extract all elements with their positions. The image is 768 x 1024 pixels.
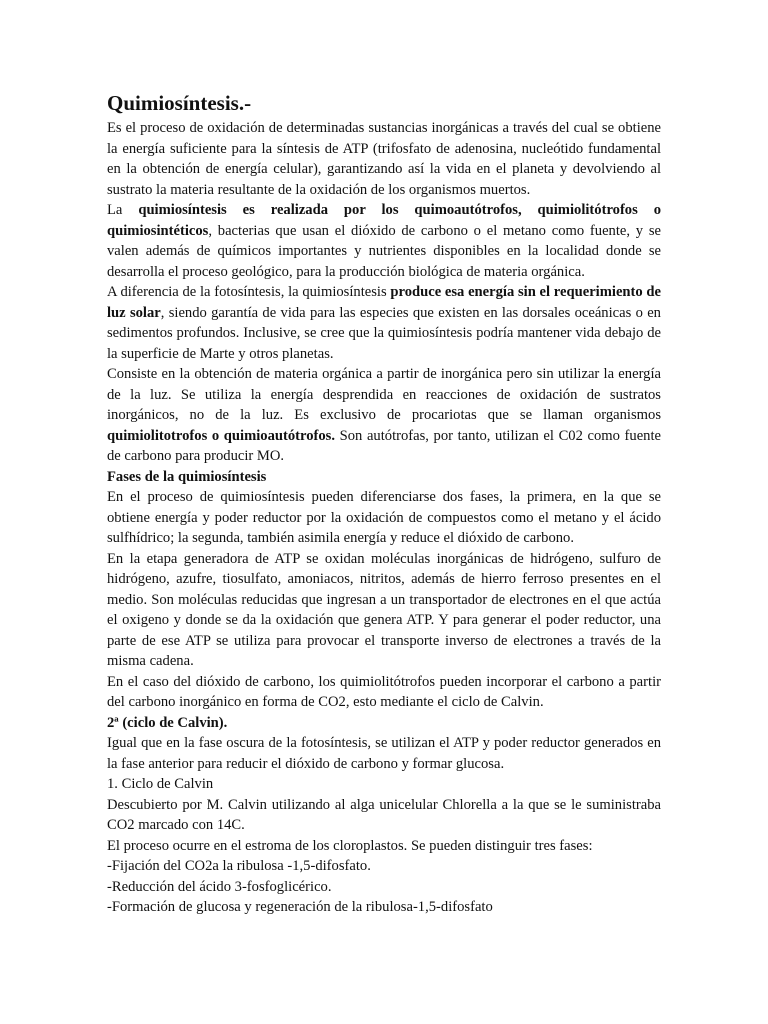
paragraph-carbon-dioxide: En el caso del dióxido de carbono, los quimiolitótrofos pueden incorporar el carbono a partir del carbono inorgánico en forma de CO2, esto mediante el ciclo de Calvin. bbox=[107, 673, 661, 710]
document-page bbox=[107, 88, 661, 918]
heading-phases bbox=[107, 467, 661, 488]
list-item: -Formación de glucosa y regeneración de la ribulosa-1,5-difosfato bbox=[107, 899, 493, 915]
paragraph-organisms-end: , bacterias que usan el dióxido de carbono o el metano como fuente, y se valen además de químicos importantes y nutrientes disponibles en la localidad donde se desarrolla el proceso geológico, para la producción biológica de materia orgánica. bbox=[107, 222, 661, 280]
paragraph-stroma: El proceso ocurre en el estroma de los cloroplastos. Se pueden distinguir tres fases: bbox=[107, 837, 593, 854]
paragraph-organisms-bold: quimiosíntesis es realizada por los quimoautótrofos, quimiolitótrofos o quimiosintéticos bbox=[107, 202, 662, 239]
heading-calvin-text: 2ª (ciclo de Calvin). bbox=[107, 714, 228, 731]
paragraph-consists-bold: quimiolitotrofos o quimioautótrofos. bbox=[107, 427, 336, 444]
paragraph-dark-phase: Igual que en la fase oscura de la fotosíntesis, se utilizan el ATP y poder reductor generados en la fase anterior para reducir el dióxido de carbono y formar glucosa. bbox=[107, 735, 661, 772]
paragraph-organisms bbox=[107, 200, 661, 282]
paragraph-two-phases: En el proceso de quimiosíntesis pueden diferenciarse dos fases, la primera, en la que se obtiene energía y poder reductor por la oxidación de compuestos como el metano y el ácido sulfhídrico; la segunda, también asimila energía y reduce el dióxido de carbono. bbox=[107, 489, 661, 546]
paragraph-definition: Es el proceso de oxidación de determinadas sustancias inorgánicas a través del cual se obtiene la energía suficiente para la síntesis de ATP (trifosfato de adenosina, nucleótido fundamental en la obtención de energía celular), garantizando así la vida en el planeta y devolviendo al sustrato la materia resultante de la oxidación de los organismos muertos. bbox=[107, 120, 661, 198]
document-title: Quimiosíntesis.- bbox=[107, 91, 252, 115]
heading-calvin bbox=[107, 713, 661, 734]
paragraph-photosynthesis-difference bbox=[107, 282, 661, 364]
paragraph-consists-start: Consiste en la obtención de materia orgánica a partir de inorgánica pero sin utilizar la energía de la luz. Se utiliza la energía desprendida en reacciones de oxidación de sustratos inorgánicos, no de la luz. Es exclusivo de procariotas que se llaman organismos bbox=[107, 366, 661, 423]
paragraph-atp-stage: En la etapa generadora de ATP se oxidan moléculas inorgánicas de hidrógeno, sulfuro de hidrógeno, azufre, tiosulfato, amoniacos, nitritos, además de hierro ferroso presentes en el medio. Son moléculas reducidas que ingresan a un transportador de electrones en el que actúa el oxigeno y donde se da la oxidación que genera ATP. Y para generar el poder reductor, una parte de ese ATP se utiliza para provocar el transporte inverso de electrones a través de la misma cadena. bbox=[107, 550, 661, 669]
paragraph-consists bbox=[107, 364, 661, 467]
paragraph-difference-bold: produce esa energía sin el requerimiento de luz solar bbox=[107, 284, 661, 321]
phase-list bbox=[107, 856, 661, 918]
paragraph-difference-start: A diferencia de la fotosíntesis, la quimiosíntesis bbox=[107, 284, 391, 300]
paragraph-calvin-cycle-number: 1. Ciclo de Calvin bbox=[107, 776, 214, 792]
paragraph-difference-end: , siendo garantía de vida para las especies que existen en las dorsales oceánicas o en sedimentos profundos. Inclusive, se cree que la quimiosíntesis podría mantener vida debajo de la superficie de Marte y otros planetas. bbox=[107, 304, 661, 362]
paragraph-organisms-start: La bbox=[107, 202, 139, 218]
list-item: -Fijación del CO2a la ribulosa -1,5-difosfato. bbox=[107, 858, 371, 874]
paragraph-discovered: Descubierto por M. Calvin utilizando al alga unicelular Chlorella a la que se le suministraba CO2 marcado con 14C. bbox=[107, 796, 661, 833]
heading-phases-text: Fases de la quimiosíntesis bbox=[107, 468, 267, 485]
list-item: -Reducción del ácido 3-fosfoglicérico. bbox=[107, 878, 332, 895]
paragraph-consists-end: Son autótrofas, por tanto, utilizan el C02 como fuente de carbono para producir MO. bbox=[107, 427, 662, 464]
